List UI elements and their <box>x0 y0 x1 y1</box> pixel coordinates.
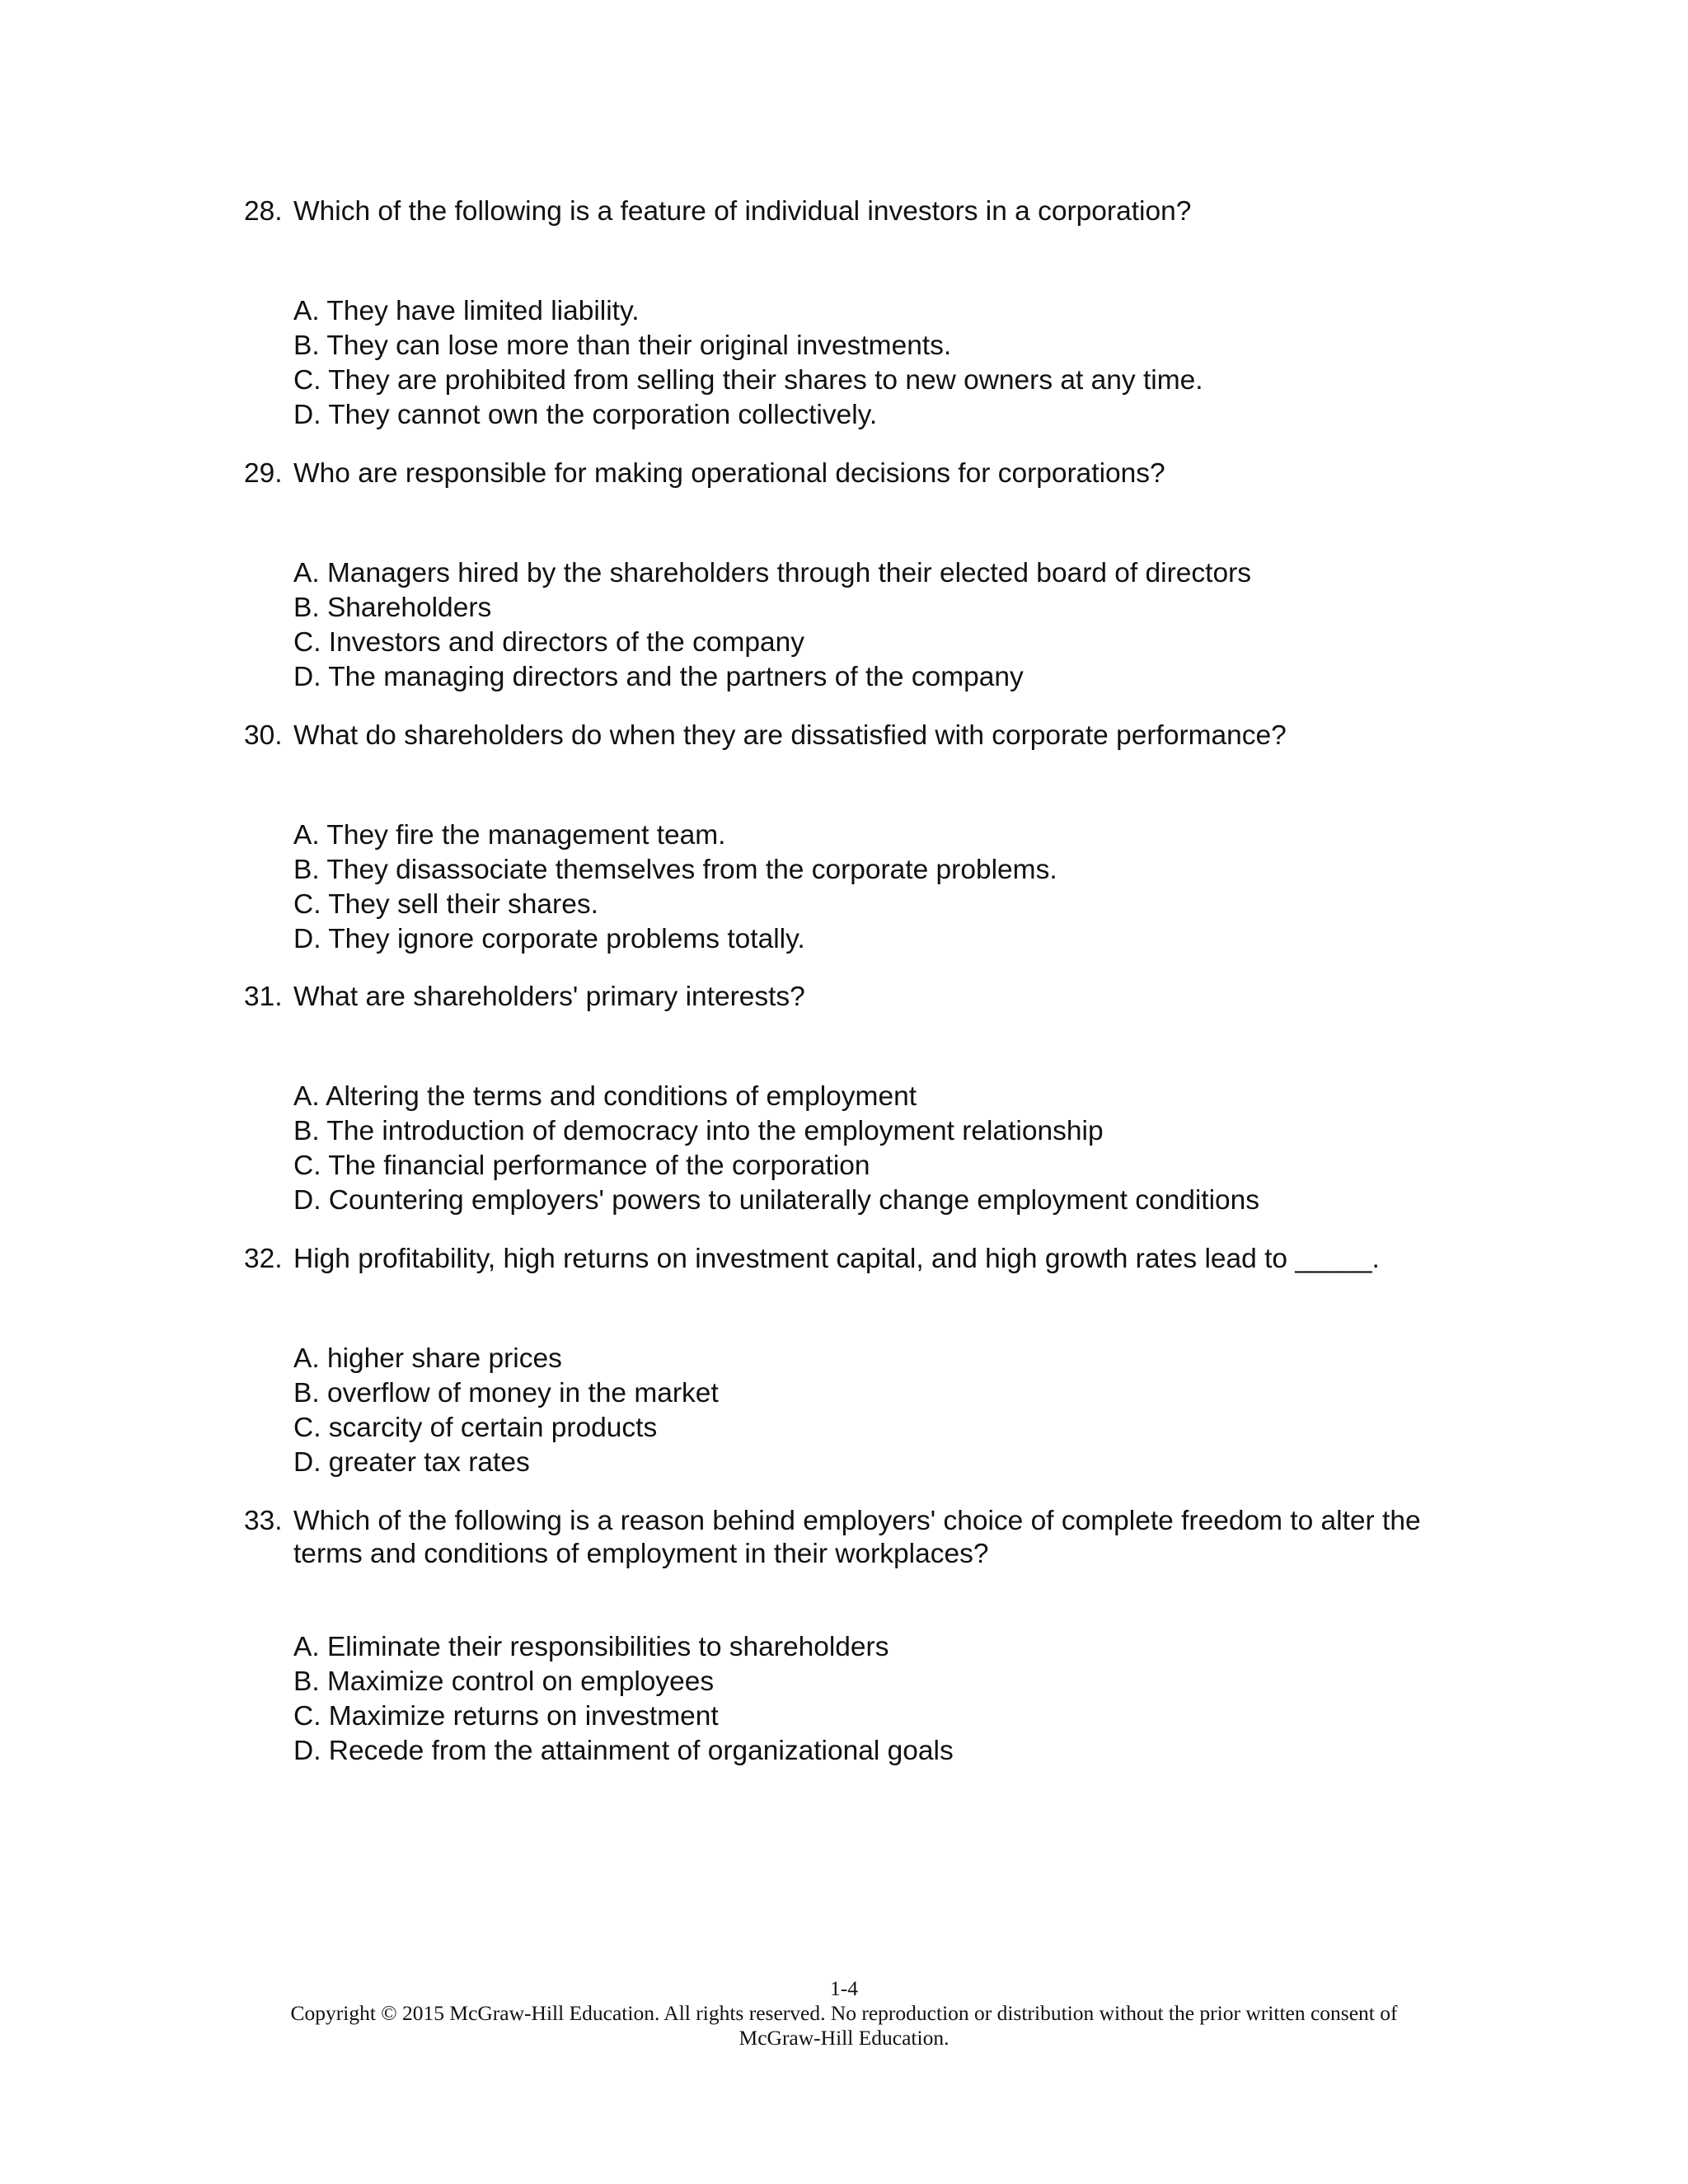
option-d: D. Recede from the attainment of organizational goals <box>293 1736 954 1766</box>
question-number: 30. <box>244 720 283 751</box>
option-d: D. greater tax rates <box>293 1447 530 1478</box>
question-number: 29. <box>244 458 283 489</box>
question-stem <box>244 719 1464 752</box>
answer-options <box>244 1342 1464 1480</box>
question-28 <box>244 195 1464 433</box>
question-31 <box>244 981 1464 1218</box>
option-c: C. They sell their shares. <box>293 889 598 920</box>
question-text: High profitability, high returns on investment capital, and high growth rates lead to _____. <box>293 1244 1380 1274</box>
question-stem <box>244 195 1464 228</box>
option-b: B. Shareholders <box>293 593 492 623</box>
question-stem <box>244 1243 1464 1276</box>
question-text: Which of the following is a feature of individual investors in a corporation? <box>293 196 1192 227</box>
option-a: A. higher share prices <box>293 1343 562 1374</box>
question-number: 28. <box>244 196 283 227</box>
option-b: B. Maximize control on employees <box>293 1666 715 1697</box>
question-stem <box>244 457 1464 490</box>
option-a: A. Eliminate their responsibilities to shareholders <box>293 1632 889 1662</box>
option-d: D. Countering employers' powers to unilaterally change employment conditions <box>293 1185 1260 1216</box>
option-d: D. They cannot own the corporation collectively. <box>293 400 878 430</box>
option-b: B. They disassociate themselves from the corporate problems. <box>293 855 1057 885</box>
option-c: C. The financial performance of the corporation <box>293 1151 870 1181</box>
option-d: D. They ignore corporate problems totally. <box>293 924 805 954</box>
answer-options <box>244 556 1464 695</box>
option-c: C. They are prohibited from selling their shares to new owners at any time. <box>293 365 1203 396</box>
option-c: C. Investors and directors of the company <box>293 627 805 658</box>
option-c: C. Maximize returns on investment <box>293 1701 719 1732</box>
option-b: B. overflow of money in the market <box>293 1378 719 1408</box>
question-number: 33. <box>244 1506 283 1536</box>
question-stem <box>244 1505 1464 1571</box>
question-text: What do shareholders do when they are dissatisfied with corporate performance? <box>293 720 1287 751</box>
question-text: What are shareholders' primary interests? <box>293 982 805 1012</box>
option-b: B. The introduction of democracy into the employment relationship <box>293 1116 1104 1146</box>
copyright-notice: Copyright © 2015 McGraw-Hill Education. All rights reserved. No reproduction or distribution without the prior written consent of McGraw-Hill Education. <box>290 2001 1398 2050</box>
option-a: A. Managers hired by the shareholders through their elected board of directors <box>293 558 1251 588</box>
answer-options <box>244 818 1464 957</box>
option-c: C. scarcity of certain products <box>293 1413 658 1443</box>
page-footer <box>0 1976 1688 2050</box>
question-text: Who are responsible for making operational decisions for corporations? <box>293 458 1165 489</box>
question-30 <box>244 719 1464 957</box>
answer-options <box>244 1630 1464 1769</box>
question-stem <box>244 981 1464 1014</box>
question-text: Which of the following is a reason behind employers' choice of complete freedom to alter the terms and conditions of employment in their workplaces? <box>293 1506 1421 1569</box>
option-a: A. They have limited liability. <box>293 296 640 326</box>
answer-options <box>244 1080 1464 1218</box>
question-32 <box>244 1243 1464 1480</box>
question-29 <box>244 457 1464 695</box>
page-number: 1-4 <box>830 1976 858 2000</box>
question-33 <box>244 1505 1464 1769</box>
option-a: A. Altering the terms and conditions of employment <box>293 1081 917 1112</box>
option-d: D. The managing directors and the partners of the company <box>293 662 1024 692</box>
option-a: A. They fire the management team. <box>293 820 726 851</box>
answer-options <box>244 294 1464 433</box>
question-number: 31. <box>244 982 283 1012</box>
option-b: B. They can lose more than their original investments. <box>293 330 952 361</box>
question-number: 32. <box>244 1244 283 1274</box>
